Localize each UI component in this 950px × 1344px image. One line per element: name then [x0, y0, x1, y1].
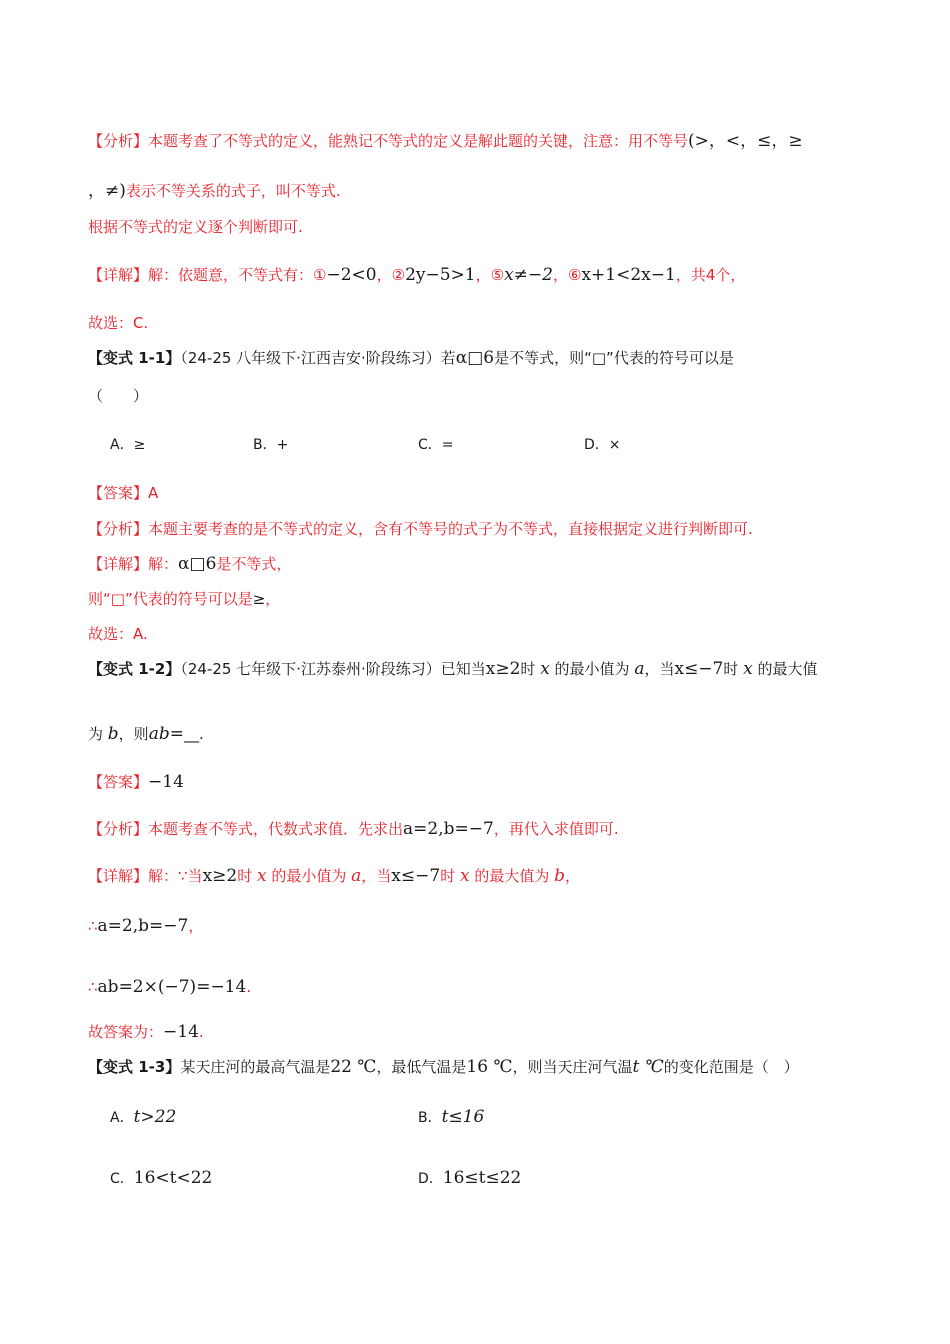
detail-tag: 【详解】	[88, 266, 149, 284]
option-a[interactable]: A．≥	[110, 437, 146, 453]
detail-line: 【详解】解：α□6是不等式，	[88, 554, 292, 574]
inequality-symbols: (>，<，≤，≥	[688, 131, 803, 151]
analysis-line: 【分析】本题主要考查的是不等式的定义，含有不等号的式子为不等式，直接根据定义进行判断即可.	[88, 520, 753, 538]
question-1-3-stem: 【变式 1-3】某天庄河的最高气温是22 ℃，最低气温是16 ℃，则当天庄河气温t ℃的变化范围是（ ）	[88, 1057, 799, 1077]
question-1-2-stem-line-1: 【变式 1-2】（24-25 七年级下·江苏泰州·阶段练习）已知当x≥2时 x 的最小值为 a，当x≤−7时 x 的最大值	[88, 659, 818, 679]
choose-line: 故选：C.	[88, 314, 149, 332]
option-d[interactable]: D．16≤t≤22	[418, 1168, 522, 1188]
analysis-line: 【分析】本题考查不等式，代数式求值．先求出a=2,b=−7，再代入求值即可.	[88, 819, 619, 839]
option-d[interactable]: D．×	[584, 437, 621, 453]
analysis-line-3: 根据不等式的定义逐个判断即可.	[88, 218, 303, 236]
step-1: ∴a=2,b=−7，	[88, 916, 204, 936]
answer-line: 【答案】A	[88, 484, 159, 502]
choose-line: 故选：A.	[88, 625, 148, 643]
detail-line-2: 则“□”代表的符号可以是≥，	[88, 590, 281, 608]
final-answer: 故答案为：−14.	[88, 1022, 204, 1042]
question-tag: 【变式 1-2】	[88, 660, 181, 678]
question-tag: 【变式 1-1】	[88, 349, 181, 367]
option-b[interactable]: B．t≤16	[418, 1107, 485, 1127]
step-2: ∴ab=2×(−7)=−14.	[88, 977, 252, 997]
answer-paren: （ ）	[88, 387, 149, 405]
question-1-2-stem-line-2: 为 b，则ab=__.	[88, 724, 204, 744]
option-c[interactable]: C．=	[418, 437, 454, 453]
analysis-line-1: 【分析】本题考查了不等式的定义，能熟记不等式的定义是解此题的关键，注意：用不等号(>，<，≤，≥	[88, 131, 803, 151]
analysis-tag: 【分析】	[88, 132, 149, 150]
question-1-1-stem: 【变式 1-1】（24-25 八年级下·江西吉安·阶段练习）若α□6是不等式，则“□”代表的符号可以是	[88, 348, 734, 368]
option-b[interactable]: B．+	[253, 437, 289, 453]
analysis-line-2: ，≠)表示不等关系的式子，叫不等式.	[88, 181, 341, 201]
question-tag: 【变式 1-3】	[88, 1058, 181, 1076]
question-source: （24-25 八年级下·江西吉安·阶段练习）	[180, 349, 441, 367]
answer-blank[interactable]: __	[183, 725, 199, 743]
answer-line: 【答案】−14	[88, 772, 184, 792]
detail-line: 【详解】解：∵当x≥2时 x 的最小值为 a，当x≤−7时 x 的最大值为 b，	[88, 866, 581, 886]
question-source: （24-25 七年级下·江苏泰州·阶段练习）	[180, 660, 441, 678]
option-a[interactable]: A．t>22	[110, 1107, 177, 1127]
option-c[interactable]: C．16<t<22	[110, 1168, 213, 1188]
detail-line: 【详解】解：依题意，不等式有：①−2<0，②2y−5>1，⑤x≠−2，⑥x+1<2x−1，共4个，	[88, 265, 746, 285]
